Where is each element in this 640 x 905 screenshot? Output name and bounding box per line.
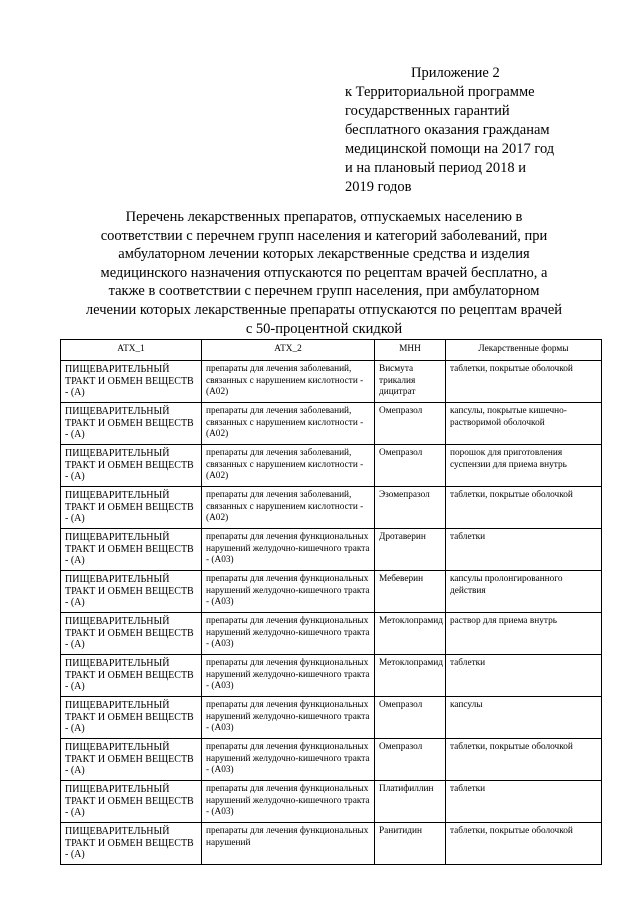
cell-atx2: препараты для лечения функциональных нарушений: [202, 823, 375, 865]
table-row: [61, 823, 602, 865]
cell-mnn: Омепразол: [375, 697, 446, 739]
cell-atx2: препараты для лечения функциональных нарушений желудочно-кишечного тракта - (A03): [202, 571, 375, 613]
header-atx2: АТХ_2: [202, 340, 375, 361]
cell-forms: капсулы пролонгированного действия: [446, 571, 602, 613]
cell-atx1: ПИЩЕВАРИТЕЛЬНЫЙ ТРАКТ И ОБМЕН ВЕЩЕСТВ - (A): [61, 739, 202, 781]
cell-forms: капсулы: [446, 697, 602, 739]
cell-mnn: Омепразол: [375, 403, 446, 445]
appendix-line: государственных гарантий: [345, 103, 510, 119]
cell-atx1: ПИЩЕВАРИТЕЛЬНЫЙ ТРАКТ И ОБМЕН ВЕЩЕСТВ - (A): [61, 487, 202, 529]
table-header-row: [61, 340, 602, 361]
cell-forms: таблетки, покрытые оболочкой: [446, 823, 602, 865]
table-row: [61, 781, 602, 823]
table-row: [61, 697, 602, 739]
cell-atx2: препараты для лечения заболеваний, связанных с нарушением кислотности - (A02): [202, 361, 375, 403]
cell-atx1: ПИЩЕВАРИТЕЛЬНЫЙ ТРАКТ И ОБМЕН ВЕЩЕСТВ - (A): [61, 697, 202, 739]
cell-forms: таблетки, покрытые оболочкой: [446, 739, 602, 781]
cell-atx1: ПИЩЕВАРИТЕЛЬНЫЙ ТРАКТ И ОБМЕН ВЕЩЕСТВ - (A): [61, 613, 202, 655]
cell-atx2: препараты для лечения заболеваний, связанных с нарушением кислотности - (A02): [202, 487, 375, 529]
cell-mnn: Дротаверин: [375, 529, 446, 571]
heading-line: амбулаторном лечении которых лекарственные средства и изделия: [118, 246, 530, 263]
cell-forms: раствор для приема внутрь: [446, 613, 602, 655]
cell-mnn: Висмута трикалия дицитрат: [375, 361, 446, 403]
cell-atx2: препараты для лечения функциональных нарушений желудочно-кишечного тракта - (A03): [202, 781, 375, 823]
cell-atx1: ПИЩЕВАРИТЕЛЬНЫЙ ТРАКТ И ОБМЕН ВЕЩЕСТВ - (A): [61, 823, 202, 865]
table-row: [61, 445, 602, 487]
cell-atx2: препараты для лечения функциональных нарушений желудочно-кишечного тракта - (A03): [202, 613, 375, 655]
cell-forms: таблетки: [446, 655, 602, 697]
cell-atx1: ПИЩЕВАРИТЕЛЬНЫЙ ТРАКТ И ОБМЕН ВЕЩЕСТВ - (A): [61, 571, 202, 613]
appendix-line: 2019 годов: [345, 179, 412, 195]
appendix-title: Приложение 2: [411, 65, 500, 81]
header-atx1: АТХ_1: [61, 340, 202, 361]
appendix-line: и на плановый период 2018 и: [345, 160, 527, 176]
cell-mnn: Эзомепразол: [375, 487, 446, 529]
cell-forms: таблетки, покрытые оболочкой: [446, 361, 602, 403]
cell-atx1: ПИЩЕВАРИТЕЛЬНЫЙ ТРАКТ И ОБМЕН ВЕЩЕСТВ - (A): [61, 781, 202, 823]
cell-atx2: препараты для лечения функциональных нарушений желудочно-кишечного тракта - (A03): [202, 739, 375, 781]
cell-forms: таблетки: [446, 529, 602, 571]
cell-atx1: ПИЩЕВАРИТЕЛЬНЫЙ ТРАКТ И ОБМЕН ВЕЩЕСТВ - (A): [61, 445, 202, 487]
cell-atx1: ПИЩЕВАРИТЕЛЬНЫЙ ТРАКТ И ОБМЕН ВЕЩЕСТВ - (A): [61, 361, 202, 403]
cell-mnn: Ранитидин: [375, 823, 446, 865]
appendix-line: к Территориальной программе: [345, 84, 535, 100]
cell-mnn: Платифиллин: [375, 781, 446, 823]
cell-atx2: препараты для лечения заболеваний, связанных с нарушением кислотности - (A02): [202, 445, 375, 487]
cell-mnn: Омепразол: [375, 445, 446, 487]
table-row: [61, 487, 602, 529]
appendix-line: бесплатного оказания гражданам: [345, 122, 550, 138]
table-row: [61, 739, 602, 781]
cell-atx2: препараты для лечения функциональных нарушений желудочно-кишечного тракта - (A03): [202, 697, 375, 739]
cell-mnn: Метоклопрамид: [375, 613, 446, 655]
table-row: [61, 655, 602, 697]
table-row: [61, 529, 602, 571]
heading-line: Перечень лекарственных препаратов, отпускаемых населению в: [125, 209, 523, 225]
document-heading: [54, 208, 594, 338]
cell-forms: капсулы, покрытые кишечно-растворимой оболочкой: [446, 403, 602, 445]
heading-line: также в соответствии с перечнем групп населения, при амбулаторном: [108, 283, 540, 300]
table-row: [61, 613, 602, 655]
table-row: [61, 403, 602, 445]
drug-table: [60, 339, 602, 865]
cell-forms: порошок для приготовления суспензии для приема внутрь: [446, 445, 602, 487]
cell-forms: таблетки, покрытые оболочкой: [446, 487, 602, 529]
cell-atx2: препараты для лечения функциональных нарушений желудочно-кишечного тракта - (A03): [202, 529, 375, 571]
cell-atx2: препараты для лечения заболеваний, связанных с нарушением кислотности - (A02): [202, 403, 375, 445]
heading-line: медицинского назначения отпускаются по рецептам врачей бесплатно, а: [100, 264, 548, 281]
cell-atx2: препараты для лечения функциональных нарушений желудочно-кишечного тракта - (A03): [202, 655, 375, 697]
heading-line: с 50-процентной скидкой: [245, 320, 403, 337]
cell-mnn: Мебеверин: [375, 571, 446, 613]
heading-line: соответствии с перечнем групп населения и категорий заболеваний, при: [100, 227, 548, 244]
header-forms: Лекарственные формы: [446, 340, 602, 361]
cell-atx1: ПИЩЕВАРИТЕЛЬНЫЙ ТРАКТ И ОБМЕН ВЕЩЕСТВ - (A): [61, 655, 202, 697]
cell-forms: таблетки: [446, 781, 602, 823]
table-row: [61, 361, 602, 403]
heading-line: лечении которых лекарственные препараты отпускаются по рецептам врачей: [85, 301, 563, 318]
cell-atx1: ПИЩЕВАРИТЕЛЬНЫЙ ТРАКТ И ОБМЕН ВЕЩЕСТВ - (A): [61, 403, 202, 445]
appendix-block: [345, 64, 615, 197]
header-mnn: МНН: [375, 340, 446, 361]
table-row: [61, 571, 602, 613]
cell-mnn: Омепразол: [375, 739, 446, 781]
cell-mnn: Метоклопрамид: [375, 655, 446, 697]
cell-atx1: ПИЩЕВАРИТЕЛЬНЫЙ ТРАКТ И ОБМЕН ВЕЩЕСТВ - (A): [61, 529, 202, 571]
appendix-line: медицинской помощи на 2017 год: [345, 141, 555, 157]
